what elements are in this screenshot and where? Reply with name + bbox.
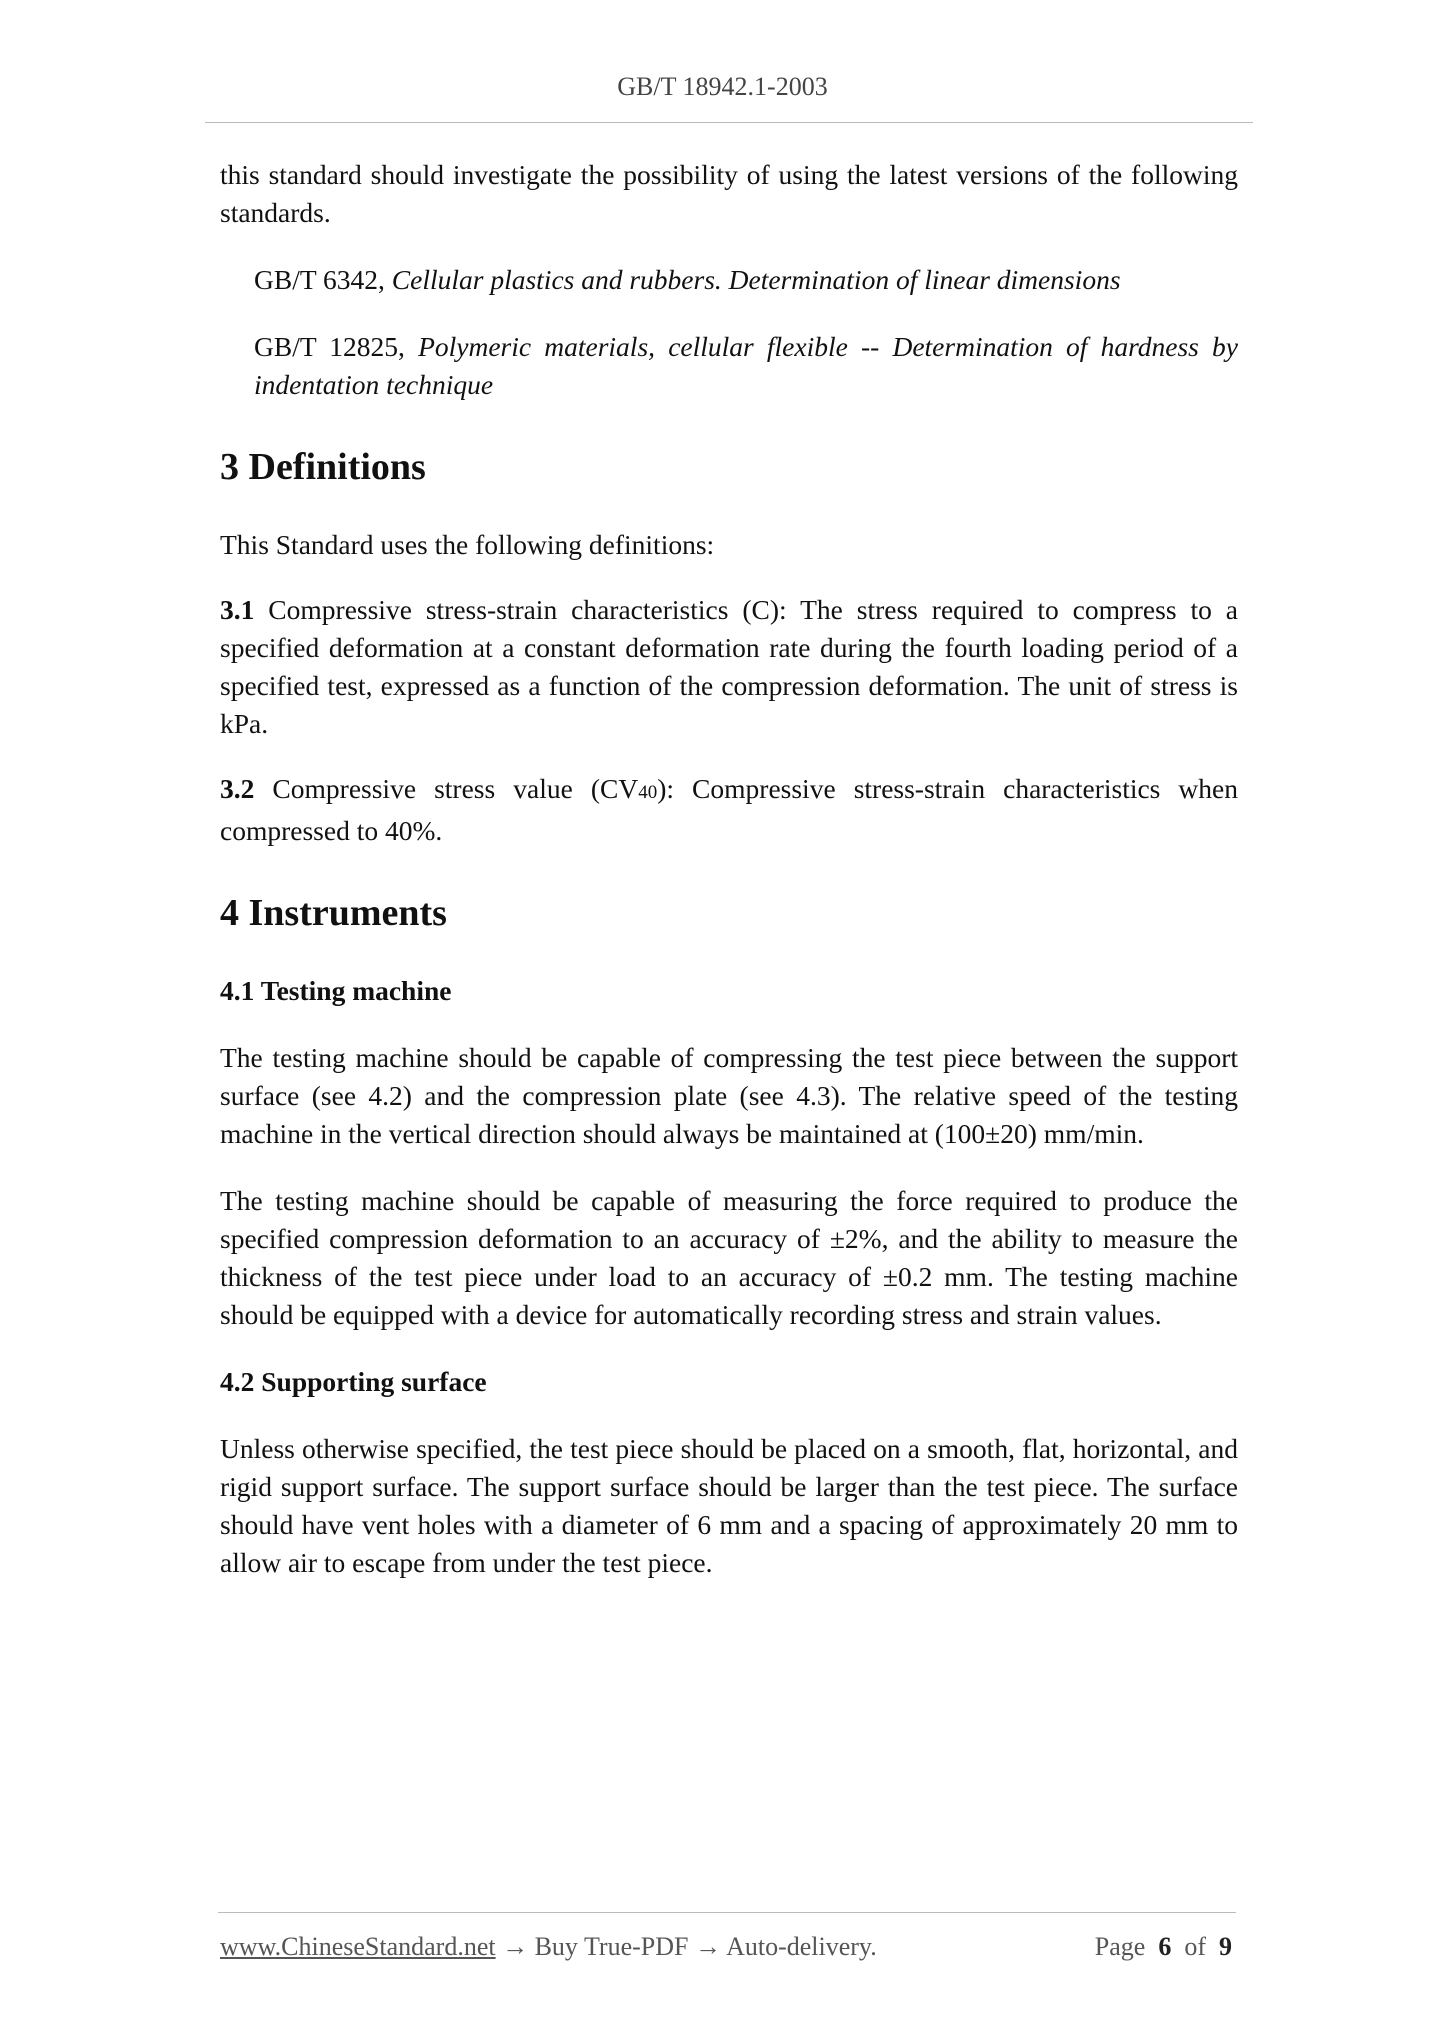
definition-text-end: ): Compressive stress-strain characteristics when compressed to 40%. (220, 773, 1238, 846)
definition-text: Compressive stress-strain characteristics (C): The stress required to compress to a specified deformation at a constant deformation rate during the fourth loading period of a specified test, expressed as a function of the compression deformation. The unit of stress is kPa. (220, 594, 1238, 739)
reference-title: Polymeric materials, cellular flexible -- Determination of hardness by indentation technique (254, 331, 1238, 400)
reference-item (220, 328, 1238, 404)
document-code-header: GB/T 18942.1-2003 (617, 72, 828, 101)
section-heading-definitions: 3 Definitions (220, 446, 426, 488)
definition-3-1 (220, 591, 1238, 743)
definition-text: Compressive stress value (CV (254, 773, 639, 804)
definition-3-2 (220, 770, 1238, 850)
page-label: Page (1094, 1932, 1146, 1961)
footer-divider (218, 1912, 1236, 1913)
of-label: of (1184, 1932, 1206, 1961)
reference-code: GB/T 12825, (254, 331, 419, 362)
current-page-number: 6 (1158, 1932, 1172, 1961)
page-content (220, 150, 1238, 1582)
subsection-heading-supporting-surface: 4.2 Supporting surface (220, 1366, 487, 1397)
definitions-lead: This Standard uses the following definitions: (220, 529, 715, 560)
supporting-surface-paragraph: Unless otherwise specified, the test piece should be placed on a smooth, flat, horizontal, and rigid support surface. The support surface should be larger than the test piece. The surface should have vent holes with a diameter of 6 mm and a spacing of approximately 20 mm to allow air to escape from under the test piece. (220, 1433, 1238, 1578)
intro-paragraph: this standard should investigate the possibility of using the latest versions of the following standards. (220, 159, 1238, 228)
section-heading-instruments: 4 Instruments (220, 892, 447, 934)
definition-number: 3.1 (220, 594, 255, 625)
testing-machine-paragraph-1: The testing machine should be capable of compressing the test piece between the support surface (see 4.2) and the compression plate (see 4.3). The relative speed of the testing machine in the vertical direction should always be maintained at (100±20) mm/min. (220, 1042, 1238, 1149)
footer-promo (220, 1932, 877, 1962)
arrow-icon: → (502, 1932, 529, 1961)
reference-code: GB/T 6342, (254, 264, 392, 295)
definition-subscript: 40 (638, 782, 658, 803)
total-pages-number: 9 (1219, 1932, 1232, 1961)
reference-item (220, 261, 1238, 299)
subsection-heading-testing-machine: 4.1 Testing machine (220, 975, 452, 1006)
auto-delivery-text: Auto-delivery. (726, 1932, 877, 1961)
arrow-icon: → (695, 1932, 721, 1961)
buy-true-pdf-text: Buy True-PDF (534, 1932, 689, 1961)
header-divider (205, 122, 1253, 123)
definition-number: 3.2 (220, 773, 255, 804)
site-link[interactable]: www.ChineseStandard.net (220, 1932, 496, 1961)
reference-title: Cellular plastics and rubbers. Determination of linear dimensions (391, 264, 1121, 295)
page-footer (220, 1932, 1232, 1962)
page-indicator (1095, 1932, 1232, 1962)
testing-machine-paragraph-2: The testing machine should be capable of measuring the force required to produce the specified compression deformation to an accuracy of ±2%, and the ability to measure the thickness of the test piece under load to an accuracy of ±0.2 mm. The testing machine should be equipped with a device for automatically recording stress and strain values. (220, 1185, 1238, 1330)
